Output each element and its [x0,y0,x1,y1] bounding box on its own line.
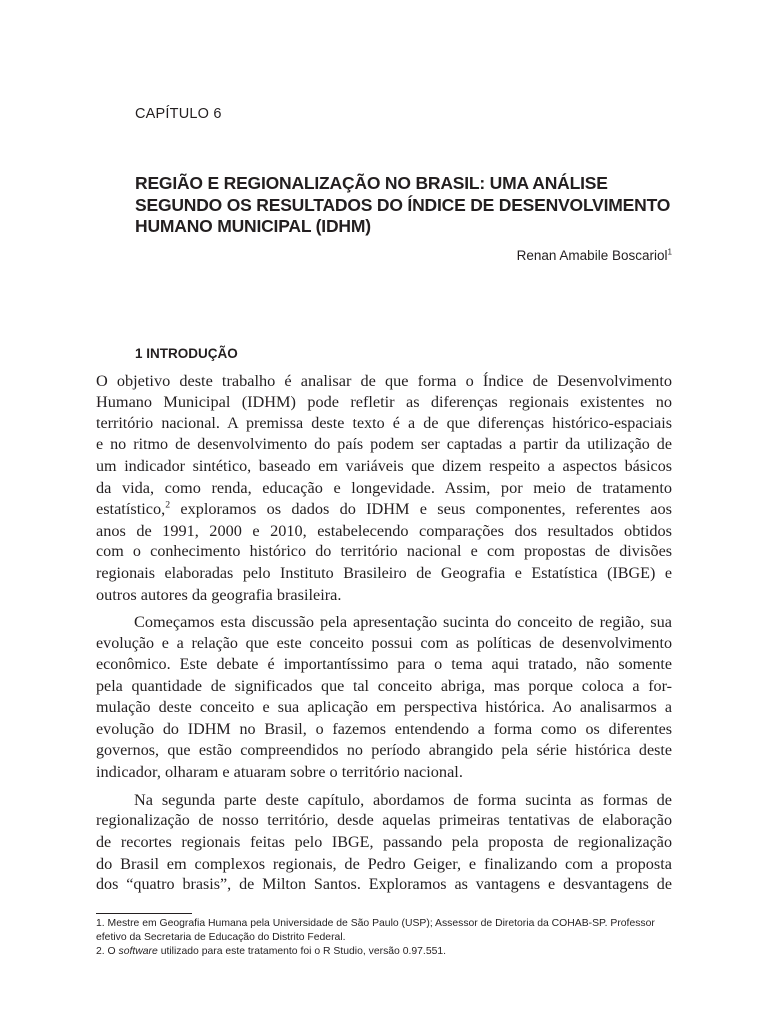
body-text [96,370,672,896]
author-name: Renan Amabile Boscariol [516,248,668,263]
chapter-title-line: HUMANO MUNICIPAL (IDHM) [135,216,371,236]
text-line: econômico. Este debate é importantíssimo para o tema aqui tratado, não somente [96,656,672,674]
text-line: pela quantidade de significados que tal conceito abriga, mas porque coloca a for- [96,677,672,695]
text-line: regionalização de nosso território, desde aquelas primeiras tentativas de elaboração [96,812,672,830]
text-line: Na segunda parte deste capítulo, abordamos de forma sucinta as formas de [134,789,672,809]
footnote-line: 1. Mestre em Geografia Humana pela Universidade de São Paulo (USP); Assessor de Diretoria da COHAB-SP. Professor [96,918,655,929]
chapter-title [135,173,675,238]
text-line: território nacional. A premissa deste texto é a de que diferenças histórico-espaciais [96,414,672,432]
section-heading: 1 INTRODUÇÃO [135,346,238,361]
text-line: com o conhecimento histórico do território nacional e com propostas de divisões [96,543,672,561]
footnotes [96,917,676,959]
text-line: mulação deste conceito e sua aplicação em perspectiva histórica. Ao analisarmos a [96,699,672,717]
text-line: outros autores da geografia brasileira. [96,585,342,605]
paragraph-2 [96,611,672,782]
text-line: um indicador sintético, baseado em variáveis que dizem respeito a aspectos básicos [96,457,672,475]
text-line: e no ritmo de desenvolvimento do país podem ser captadas a partir da utilização de [96,436,672,454]
footnote-line [96,945,676,959]
paragraph-1 [96,370,672,605]
text-line: evolução e a relação que este conceito possui com as políticas de desenvolvimento [96,634,672,652]
footnote-ref-2[interactable]: 2 [165,500,171,512]
text-line: indicador, olharam e atuaram sobre o território nacional. [96,762,463,782]
text-line: Começamos esta discussão pela apresentação sucinta do conceito de região, sua [134,612,672,632]
chapter-title-line: SEGUNDO OS RESULTADOS DO ÍNDICE DE DESENVOLVIMENTO [135,194,671,215]
footnote-divider [96,913,192,914]
text-segment: exploramos os dados do IDHM e seus componentes, referentes aos [170,499,672,519]
paragraph-3 [96,789,672,896]
text-line: evolução do IDHM no Brasil, o fazemos entendendo a forma como os diferentes [96,720,672,738]
text-line [96,498,672,519]
text-line: Humano Municipal (IDHM) pode refletir as diferenças regionais existentes no [96,392,672,412]
footnote-2 [96,945,676,959]
footnote-line: efetivo da Secretaria de Educação do Distrito Federal. [96,932,346,943]
footnote-ref-1[interactable]: 1 [667,247,672,257]
chapter-title-line: REGIÃO E REGIONALIZAÇÃO NO BRASIL: UMA ANÁLISE [135,173,608,193]
footnote-1 [96,917,676,945]
text-line: de recortes regionais feitas pelo IBGE, passando pela proposta de regionalização [96,833,672,851]
text-line: governos, que estão compreendidos no período abrangido pela série histórica deste [96,741,672,759]
text-line: dos “quatro brasis”, de Milton Santos. Exploramos as vantagens e desvantagens de [96,876,672,894]
text-line: do Brasil em complexos regionais, de Pedro Geiger, e finalizando com a proposta [96,853,672,873]
text-line: anos de 1991, 2000 e 2010, estabelecendo comparações dos resultados obtidos [96,520,672,540]
text-line: O objetivo deste trabalho é analisar de que forma o Índice de Desenvolvimento [96,371,672,390]
text-line: regionais elaboradas pelo Instituto Brasileiro de Geografia e Estatística (IBGE) e [96,564,672,582]
text-segment: estatístico, [96,499,166,519]
text-segment: 2. O [96,946,119,957]
author-byline [517,248,672,263]
text-segment-italic: software [118,946,158,957]
text-line: da vida, como renda, educação e longevidade. Assim, por meio de tratamento [96,478,672,498]
chapter-label: CAPÍTULO 6 [135,106,222,122]
text-segment: utilizado para este tratamento foi o R Studio, versão 0.97.551. [157,946,447,957]
